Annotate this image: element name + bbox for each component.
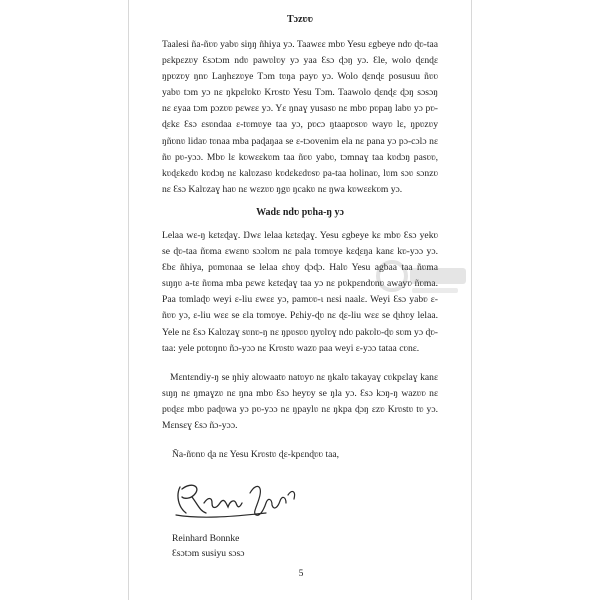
section-heading: Wadɛ ndʋ pʋha-ŋ yɔ (256, 206, 344, 218)
page-content (162, 13, 438, 561)
handwritten-signature (170, 473, 310, 525)
valediction: Ña-ñʋnʋ ɖa nɛ Yesu Krʋstʋ ɖɛ-kpɛnɖʋʋ taa, (172, 449, 340, 461)
letter-paragraph: Lelaa wɛ-ŋ kɛtɛɖaɣ. Ŋwɛ lelaa kɛtɛɖaɣ. Yesu ɛgbeye kɛ mbʋ Ɛsɔ yekʋ se ɖʋ-taa ñʋma ɛwɛnʋ sɔɔlʋm nɛ pala tʋmʋye kɛɖɛŋa kanɛ kʋ-yɔɔ yɔ. Ɛbɛ ñhiya, pʋmʋnaa se lelaa ɛhʋy ɖɔɖɔ. Halʋ Yesu agbaa taa ñʋma sɩŋŋʋ a-tɛ ñʋma mba pɛwɛ kɛtɛɖaɣ taa yɔ nɛ pʋkpɛndʋnʋ awayʋ ñʋma. Paa tʋmlaɖʋ weyi ɛ-liu ɛwɛɛ yɔ, pamʋʋ-ɩ nɛsi naalɛ. Weyi Ɛsɔ yabʋ ɛ-ñʋʋ yɔ, ɛ-liu wɛɛ se ɛla tʋmʋye. Pɛhiy-ɖʋ nɛ ɖɛ-liu wɛɛ se ɖɩhʋy lelaa. Yele nɛ Ɛsɔ Kalʋzaɣ sʋnʋ-ŋ nɛ ŋpʋsʋʋ ŋyʋlʋɣ ndʋ pakʋlʋ-ɖʋ sʋm yɔ ɖʋ-taa: yele pʋtʋŋnʋ ñɔ-yɔɔ nɛ Krʋstʋ wazʋ paa weyi ɛ-yɔɔ tataa cʋnɛ. (162, 229, 438, 354)
closing-paragraph: Mɛntɛndiy-ŋ se ŋhiy alʋwaatʋ natʋyʋ nɛ ŋkalʋ takayaɣ cʋkpɛlaɣ kanɛ sɩŋŋ nɛ ŋmaɣzʋ nɛ ŋna mbʋ Ɛsɔ heyʋy se ŋla yɔ. Ɛsɔ kɔŋ-ŋ wazʋʋ nɛ pʋɖɛɛ mbʋ paɖʋwa yɔ pʋ-yɔɔ nɛ ŋpaylʋ nɛ ŋkpa ɖɔŋ ɛzʋ Krʋstʋ tʋ yɔ. Mɛnsɛɣ Ɛsɔ ñɔ-yɔɔ. (162, 371, 438, 431)
signer-name: Reinhard Bonnke (172, 533, 240, 545)
page-number: 5 (298, 568, 304, 579)
intro-paragraph: Taalesi ña-ñʋʋ yabʋ siŋŋ ñhiya yɔ. Taawɛɛ mbʋ Yesu ɛgbeye ndʋ ɖʋ-taa pɛkpɛzʋy Ɛsɔtɔm ndʋ pawʋlʋy yɔ yaa Ɛsɔ ɖɔŋ yɔ. Ɛle, wolo ɖɛnɖɛ ŋpʋzʋy ŋnʋ Laŋhɛzʋye Tɔm tʋŋa payʋ yɔ. Wolo ɖɛnɖɛ posusuu ñʋʋ yabʋ tɔm yɔ nɛ ŋkpɛlʋkʋ Krʋstʋ Yesu Tɔm. Taawolo ɖɛnɖɛ ɖɔŋ sɔsɔŋ nɛ ɛyaa tɔm pɔzʋʋ pɛwɛɛ yɔ. Yɛ ŋnaɣ yusasʋ nɛ mbʋ pʋpaŋ labʋ yɔ pʋ-ɖɛkɛ Ɛsɔ ɛsʋndaa ɛ-tʋmʋye taa yɔ, pʋcɔ ŋtaapʋsʋʋ wayʋ lɛ, ŋpʋzʋy ŋñʋnʋ lidaʋ tʋnaa mba paɖaŋaa se ɛ-tɔovenim ela nɛ pana yɔ pɔ-cɔlɔ nɛ ñʋ pʋ-yɔɔ. Mbʋ lɛ kʋwɛɛkʋm taa ñʋʋ yabʋ, tɔmnaɣ taa kʋdɔŋ pasʋʋ, kʋɖɛkɛdʋ kʋdɔŋ nɛ kalʋzasʋ kʋdɛkɛdʋsʋ pa-taa holinaʋ, lʋm sɔʋ sɔnzʋ nɛ Ɛsɔ Kalʋzaɣ haʋ nɛ wɛzʋʋ ŋgʋ ŋcakʋ nɛ ŋwa kʋwɛɛkʋm yɔ. (162, 39, 438, 195)
paragraph-gap (162, 434, 438, 447)
paragraph-gap (162, 357, 438, 370)
page-heading: Tɔzʋʋ (286, 14, 313, 25)
signer-title: Ɛsɔtɔm susiyu sɔsɔ (172, 548, 245, 560)
book-page (128, 0, 472, 600)
